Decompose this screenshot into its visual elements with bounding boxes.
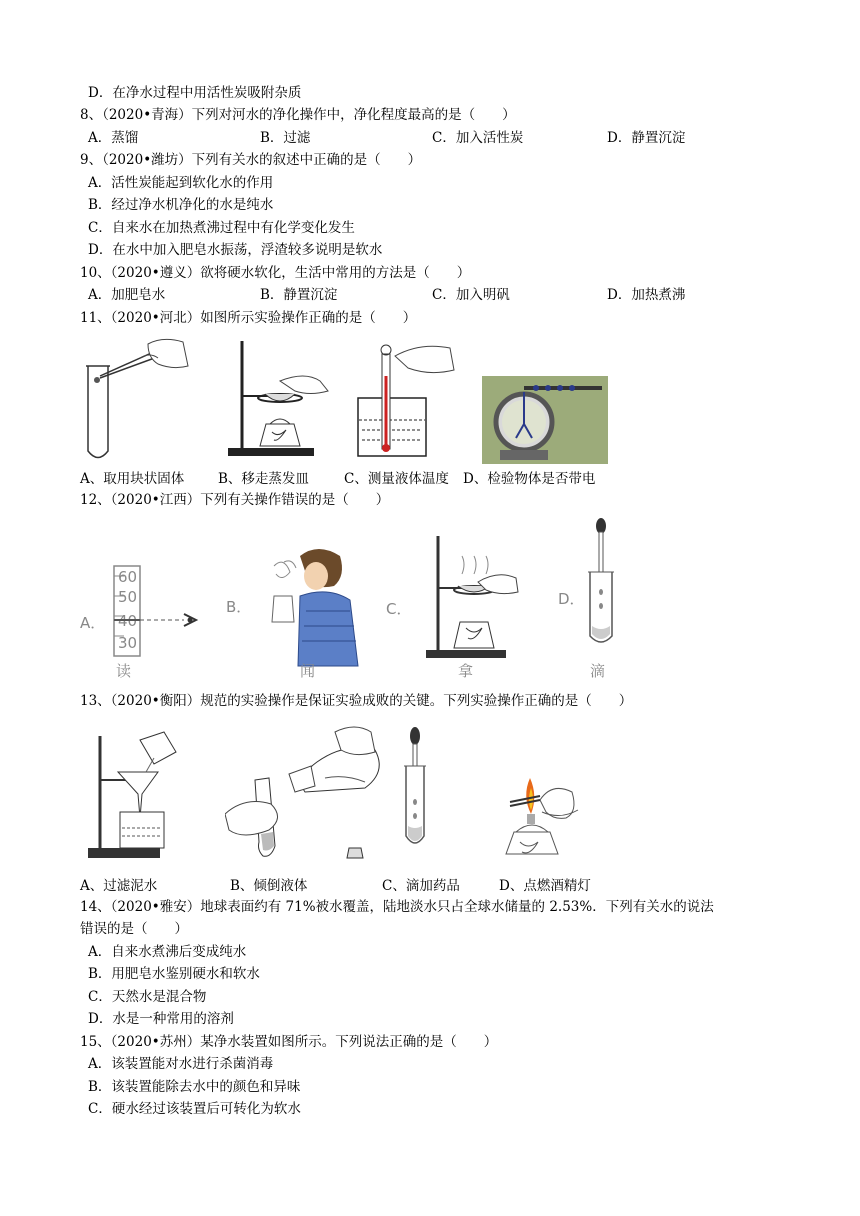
q9-option-a: A．活性炭能起到软化水的作用 <box>88 175 274 191</box>
q12-word-read: 读 <box>116 662 132 680</box>
q15-option-a: A．该装置能对水进行杀菌消毒 <box>88 1056 274 1072</box>
q8-option-c: C．加入活性炭 <box>432 130 524 146</box>
q13-caption-d: D、点燃酒精灯 <box>499 878 591 894</box>
q8-option-d: D．静置沉淀 <box>607 130 686 146</box>
q13-figure-b <box>225 722 395 862</box>
q12-word-hold: 拿 <box>458 662 474 680</box>
question-15: 15、（2020•苏州）某净水装置如图所示。下列说法正确的是（ ） <box>80 1034 498 1050</box>
q11-figure-c <box>350 336 460 461</box>
q9-option-d: D．在水中加入肥皂水振荡，浮渣较多说明是软水 <box>88 242 383 258</box>
question-14: 14、（2020•雅安）地球表面约有 71%被水覆盖，陆地淡水只占全球水储量的 2.53%．下列有关水的说法 <box>80 899 714 915</box>
q10-option-a: A．加肥皂水 <box>88 287 166 303</box>
q11-figure-b <box>220 336 335 461</box>
q13-caption-b: B、倾倒液体 <box>230 878 308 894</box>
q12-figure <box>78 516 638 681</box>
question-10: 10、（2020•遵义）欲将硬水软化，生活中常用的方法是（ ） <box>80 265 471 281</box>
q12-tick-60: 60 <box>118 568 138 586</box>
q12-tick-30: 30 <box>118 634 138 652</box>
q11-caption-a: A、取用块状固体 <box>80 471 185 487</box>
q10-option-c: C．加入明矾 <box>432 287 510 303</box>
q12-tick-50: 50 <box>118 588 138 606</box>
q13-figure-c <box>400 726 430 856</box>
question-12: 12、（2020•江西）下列有关操作错误的是（ ） <box>80 492 390 508</box>
question-8: 8、（2020•青海）下列对河水的净化操作中，净化程度最高的是（ ） <box>80 107 516 123</box>
q13-figure-d <box>496 766 586 861</box>
q9-option-b: B．经过净水机净化的水是纯水 <box>88 197 274 213</box>
q13-caption-a: A、过滤泥水 <box>80 878 158 894</box>
question-11: 11、（2020•河北）如图所示实验操作正确的是（ ） <box>80 310 417 326</box>
question-9: 9、（2020•潍坊）下列有关水的叙述中正确的是（ ） <box>80 152 422 168</box>
q11-caption-d: D、检验物体是否带电 <box>463 471 596 487</box>
question-14-cont: 错误的是（ ） <box>80 921 188 937</box>
q10-option-d: D．加热煮沸 <box>607 287 686 303</box>
q15-option-c: C．硬水经过该装置后可转化为软水 <box>88 1101 301 1117</box>
q12-letter-a: A． <box>80 614 106 632</box>
q14-option-b: B．用肥皂水鉴别硬水和软水 <box>88 966 260 982</box>
q12-word-drip: 滴 <box>590 662 606 680</box>
q14-option-a: A．自来水煮沸后变成纯水 <box>88 944 247 960</box>
question-13: 13、（2020•衡阳）规范的实验操作是保证实验成败的关键。下列实验操作正确的是（ ） <box>80 693 633 709</box>
q13-caption-c: C、滴加药品 <box>382 878 460 894</box>
q11-figure-a <box>78 336 193 461</box>
q11-figure-d <box>482 376 608 464</box>
q11-caption-b: B、移走蒸发皿 <box>218 471 309 487</box>
q12-word-smell: 闻 <box>300 662 316 680</box>
q12-letter-d: D． <box>558 590 585 608</box>
q15-option-b: B．该装置能除去水中的颜色和异味 <box>88 1079 301 1095</box>
q14-option-c: C．天然水是混合物 <box>88 989 207 1005</box>
q12-tick-40: 40 <box>118 612 138 630</box>
q11-caption-c: C、测量液体温度 <box>344 471 449 487</box>
q7-option-d: D．在净水过程中用活性炭吸附杂质 <box>88 85 302 101</box>
q8-option-b: B．过滤 <box>260 130 311 146</box>
q14-option-d: D．水是一种常用的溶剂 <box>88 1011 234 1027</box>
q8-option-a: A．蒸馏 <box>88 130 139 146</box>
q13-figure-a <box>84 728 179 863</box>
q10-option-b: B．静置沉淀 <box>260 287 338 303</box>
q12-letter-c: C． <box>386 600 412 618</box>
q12-letter-b: B． <box>226 598 252 616</box>
q9-option-c: C．自来水在加热煮沸过程中有化学变化发生 <box>88 220 355 236</box>
